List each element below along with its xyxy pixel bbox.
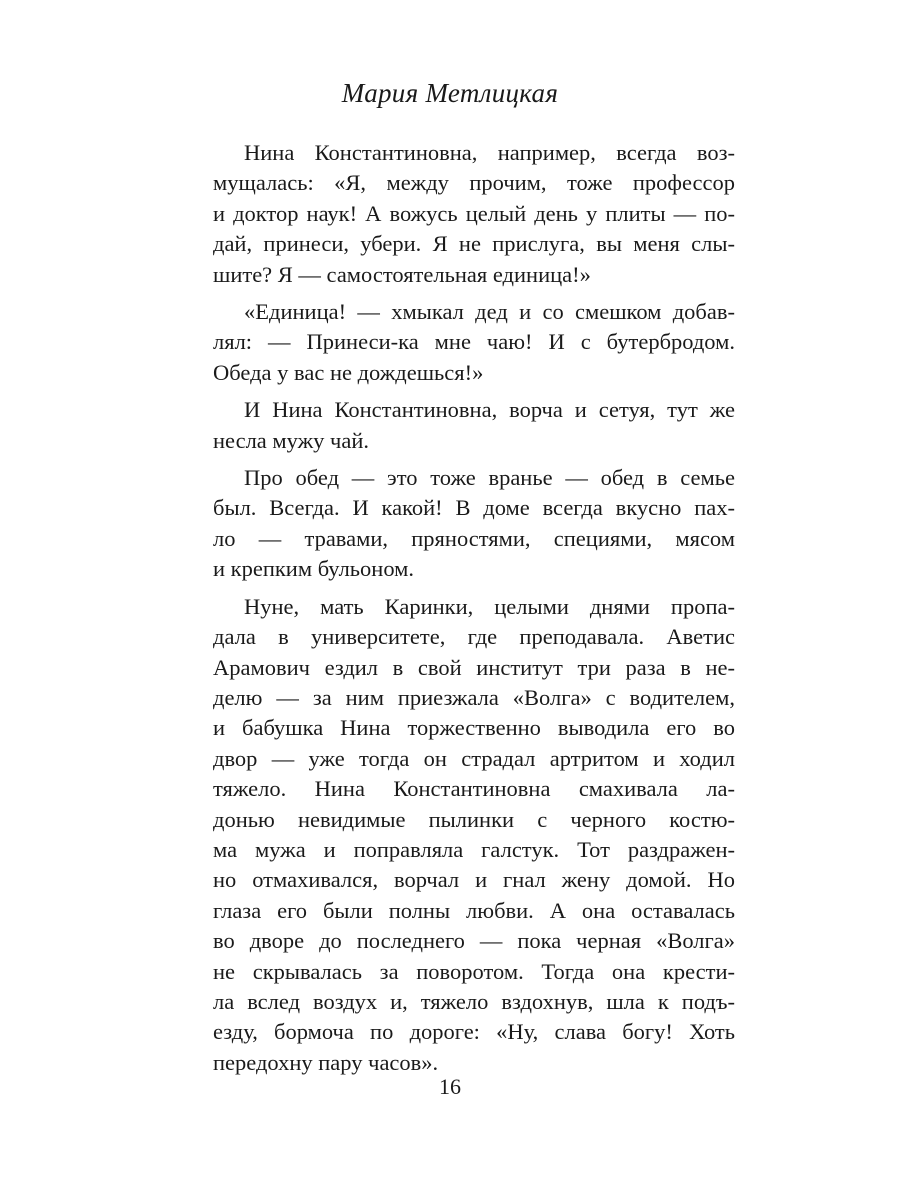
text-line: и крепким бульоном. bbox=[213, 556, 415, 582]
text-line: лял: — Принеси-ка мне чаю! И с бутербродом. bbox=[213, 329, 735, 355]
text-line: «Единица! — хмыкал дед и со смешком добав- bbox=[244, 299, 735, 325]
page-number: 16 bbox=[439, 1074, 461, 1099]
text-line: Арамович ездил в свой институт три раза в не- bbox=[213, 654, 735, 680]
text-line: был. Всегда. И какой! В доме всегда вкусно пах- bbox=[213, 495, 735, 521]
text-line: передохну пару часов». bbox=[213, 1049, 439, 1075]
text-line: и доктор наук! А вожусь целый день у плиты — по- bbox=[213, 200, 735, 226]
body-text bbox=[213, 138, 735, 1085]
text-line: Про обед — это тоже вранье — обед в семье bbox=[244, 465, 735, 491]
text-line: шите? Я — самостоятельная единица!» bbox=[213, 261, 591, 287]
text-line: езду, бормоча по дороге: «Ну, слава богу! Хоть bbox=[213, 1019, 735, 1045]
text-line: тяжело. Нина Константиновна смахивала ла- bbox=[213, 776, 735, 802]
text-line: двор — уже тогда он страдал артритом и ходил bbox=[213, 745, 735, 771]
text-line: донью невидимые пылинки с черного костю- bbox=[213, 806, 735, 832]
text-line: и бабушка Нина торжественно выводила его во bbox=[213, 715, 735, 741]
paragraph bbox=[213, 463, 735, 585]
text-line: Нуне, мать Каринки, целыми днями пропа- bbox=[244, 593, 735, 619]
text-line: не скрывалась за поворотом. Тогда она крести- bbox=[213, 958, 735, 984]
paragraph bbox=[213, 395, 735, 456]
text-line: Обеда у вас не дождешься!» bbox=[213, 359, 484, 385]
text-line: мущалась: «Я, между прочим, тоже профессор bbox=[213, 170, 735, 196]
text-line: Нина Константиновна, например, всегда воз- bbox=[244, 140, 735, 165]
text-line: во дворе до последнего — пока черная «Волга» bbox=[213, 928, 735, 954]
text-line: дала в университете, где преподавала. Аветис bbox=[213, 624, 735, 650]
text-line: дай, принеси, убери. Я не прислуга, вы меня слы- bbox=[213, 231, 735, 257]
text-line: И Нина Константиновна, ворча и сетуя, тут же bbox=[244, 397, 735, 423]
text-line: глаза его были полны любви. А она оставалась bbox=[213, 897, 735, 923]
running-head-author: Мария Метлицкая bbox=[341, 78, 559, 108]
paragraph bbox=[213, 297, 735, 388]
paragraph bbox=[213, 138, 735, 290]
text-line: ло — травами, пряностями, специями, мясом bbox=[213, 525, 735, 551]
paragraph bbox=[213, 592, 735, 1079]
text-line: ла вслед воздух и, тяжело вздохнув, шла к подъ- bbox=[213, 988, 735, 1014]
text-line: ма мужа и поправляла галстук. Тот раздражен- bbox=[213, 836, 735, 862]
text-line: делю — за ним приезжала «Волга» с водителем, bbox=[213, 684, 735, 710]
text-line: но отмахивался, ворчал и гнал жену домой. Но bbox=[213, 867, 735, 893]
text-line: несла мужу чай. bbox=[213, 427, 369, 453]
